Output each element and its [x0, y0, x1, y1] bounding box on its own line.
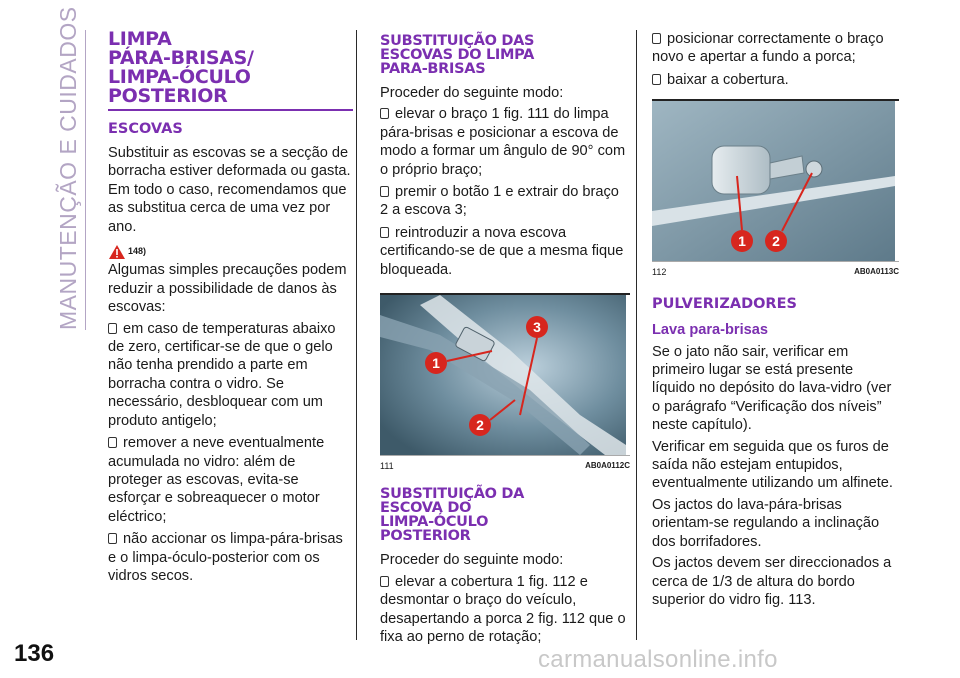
callout-label: 1 — [738, 233, 746, 250]
heading-line: PÁRA-BRISAS/ — [108, 47, 254, 69]
figure-code: AB0A0112C — [585, 461, 630, 471]
bullet-item: elevar a cobertura 1 fig. 112 e desmontar o braço do veículo, desapertando a porca 2 fig. 112 que o fixa ao perno de rotação; — [380, 573, 626, 646]
heading-line: LIMPA-ÓCULO — [380, 514, 489, 531]
column-divider — [636, 30, 637, 640]
bullet-item: não accionar os limpa-pára-brisas e o limpa-óculo-posterior com os vidros secos. — [108, 531, 343, 584]
checkbox-bullet-icon — [652, 33, 661, 44]
checkbox-bullet-icon — [380, 108, 389, 119]
figure-caption — [652, 263, 899, 281]
paragraph: Proceder do seguinte modo: — [380, 85, 564, 101]
checkbox-bullet-icon — [380, 227, 389, 238]
paragraph: Algumas simples precauções podem reduzir a possibilidade de danos às escovas: — [108, 262, 347, 316]
column-3 — [652, 30, 899, 612]
paragraph: Os jactos devem ser direccionados a cerca de 1/3 de altura do bordo superior do vidro fig. 113. — [652, 555, 892, 608]
column-1 — [108, 30, 353, 589]
callout-label: 2 — [476, 417, 484, 434]
main-heading — [108, 30, 353, 106]
column-2 — [380, 30, 630, 651]
checkbox-bullet-icon — [652, 74, 661, 85]
section-heading: PULVERIZADORES — [652, 295, 797, 312]
checkbox-bullet-icon — [108, 323, 117, 334]
bullet-item: em caso de temperaturas abaixo de zero, certificar-se de que o gelo não tenha prendido a parte em borracha contra o vidro. Se necessário, desbloquear com um produto antigelo; — [108, 320, 336, 429]
checkbox-bullet-icon — [380, 576, 389, 587]
figure-number: 112 — [652, 267, 667, 278]
heading-line: LIMPA-ÓCULO — [108, 66, 251, 88]
checkbox-bullet-icon — [380, 186, 389, 197]
bullet-item: reintroduzir a nova escova certificando-se de que a mesma fique bloqueada. — [380, 224, 624, 278]
figure-number: 111 — [380, 461, 394, 472]
section-title-wiper — [380, 34, 630, 76]
heading-line: PARA-BRISAS — [380, 61, 486, 77]
heading-line: SUBSTITUIÇÃO DAS — [380, 33, 535, 49]
heading-line: ESCOVAS DO LIMPA — [380, 47, 535, 63]
checkbox-bullet-icon — [108, 437, 117, 448]
bullet-item: posicionar correctamente o braço novo e apertar a fundo a porca; — [652, 31, 884, 66]
figure-111 — [380, 293, 630, 456]
paragraph: Verificar em seguida que os furos de saída não estejam entupidos, eventualmente utilizando um alfinete. — [652, 438, 893, 492]
sidebar-divider — [85, 30, 86, 330]
rear-wiper-illustration — [652, 101, 895, 261]
heading-rule — [108, 109, 353, 111]
bullet-item: elevar o braço 1 fig. 111 do limpa pára-brisas e posicionar a escova de modo a formar um ângulo de 90° com o próprio braço; — [380, 106, 626, 178]
paragraph: Se o jato não sair, verificar em primeiro lugar se está presente líquido no depósito do lava-vidro (ver o parágrafo “Verificação dos níveis” neste capítulo). — [652, 343, 892, 434]
watermark: carmanualsonline.info — [538, 646, 778, 673]
callout-label: 1 — [432, 355, 440, 372]
figure-code: AB0A0113C — [854, 267, 899, 277]
paragraph: Os jactos do lava-pára-brisas orientam-se regulando a inclinação dos borrifadores. — [652, 496, 880, 550]
heading-line: POSTERIOR — [108, 85, 228, 107]
warning-reference — [108, 242, 353, 260]
paragraph: Substituir as escovas se a secção de borracha estiver deformada ou gasta. Em todo o caso, recomendamos que as substitua cerca de uma vez por ano. — [108, 145, 351, 235]
figure-caption — [380, 457, 630, 475]
paragraph: Proceder do seguinte modo: — [380, 552, 564, 569]
heading-line: POSTERIOR — [380, 528, 471, 545]
callout-label: 3 — [533, 319, 541, 336]
heading-line: LIMPA — [108, 28, 172, 50]
chapter-title: MANUTENÇÃO E CUIDADOS — [55, 6, 81, 330]
bullet-item: premir o botão 1 e extrair do braço 2 a escova 3; — [380, 184, 619, 219]
bullet-item: remover a neve eventualmente acumulada no vidro: além de proteger as escovas, evita-se esforçar e sobreaquecer o motor eléctrico; — [108, 435, 325, 525]
page-number: 136 — [14, 640, 55, 667]
column-divider — [356, 30, 357, 640]
checkbox-bullet-icon — [108, 533, 117, 544]
heading-line: SUBSTITUIÇÃO DA — [380, 486, 525, 503]
callout-label: 2 — [772, 233, 780, 250]
warning-icon — [108, 244, 126, 260]
figure-112 — [652, 99, 899, 262]
section-title-rear-wiper — [380, 487, 630, 543]
wiper-blade-illustration — [380, 295, 626, 455]
bullet-item: baixar a cobertura. — [652, 71, 899, 89]
heading-line: ESCOVA DO — [380, 500, 472, 517]
subsection-heading: Lava para-brisas — [652, 321, 769, 338]
warning-number: 148) — [128, 246, 147, 257]
section-heading: ESCOVAS — [108, 121, 183, 137]
